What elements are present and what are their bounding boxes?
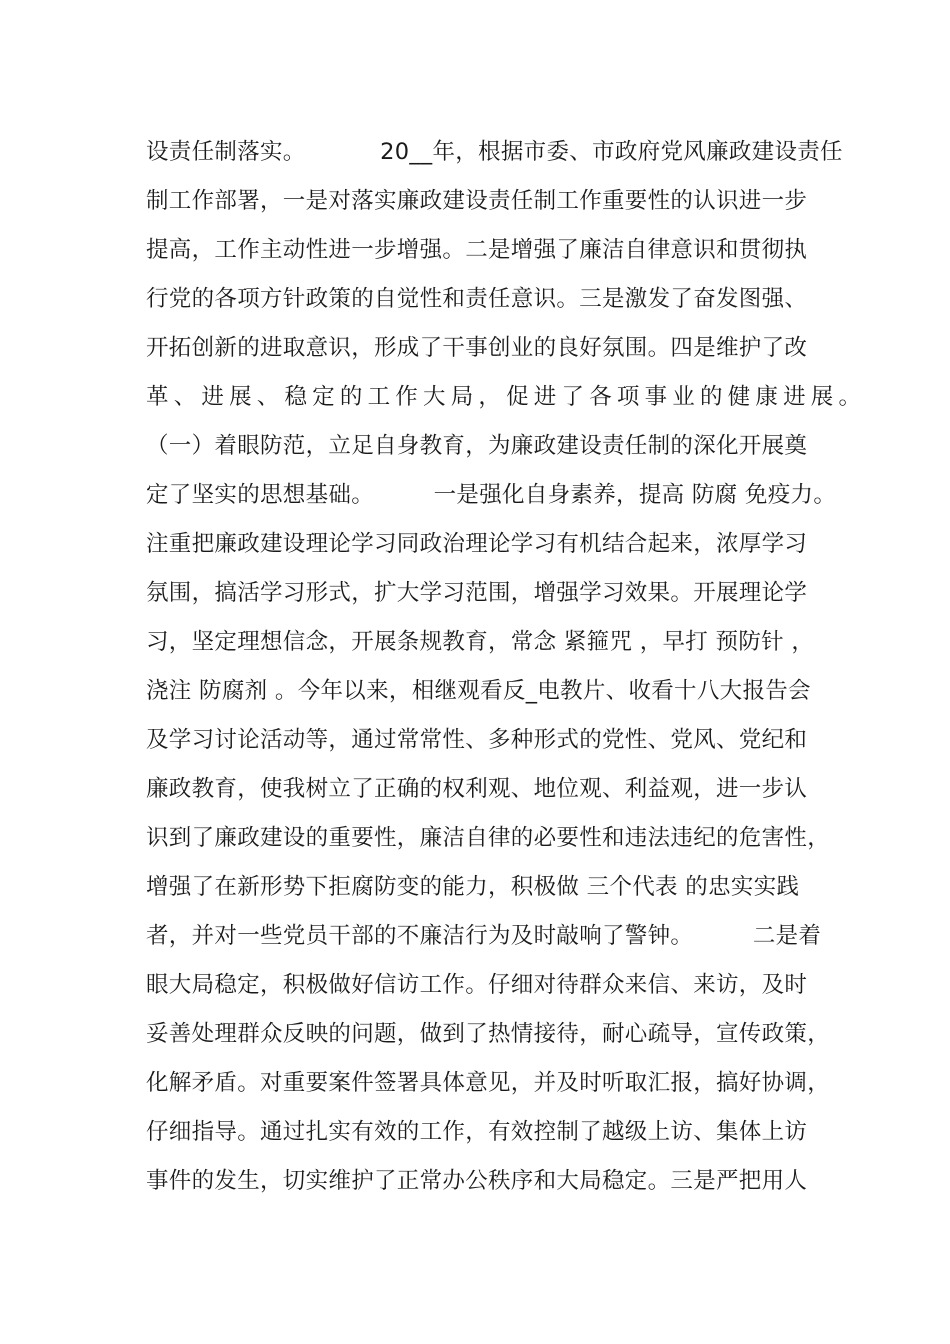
text-line: 浇注 防腐剂 。今年以来，相继观看反_电教片、收看十八大报告会: [146, 678, 811, 704]
text-line: 廉政教育，使我树立了正确的权利观、地位观、利益观，进一步认: [146, 776, 808, 802]
text-line: 行党的各项方针政策的自觉性和责任意识。三是激发了奋发图强、: [146, 286, 808, 312]
text-line: 事件的发生，切实维护了正常办公秩序和大局稳定。三是严把用人: [146, 1168, 808, 1194]
text-line: 化解矛盾。对重要案件签署具体意见，并及时听取汇报，搞好协调，: [146, 1070, 831, 1096]
text-line: 注重把廉政建设理论学习同政治理论学习有机结合起来，浓厚学习: [146, 531, 808, 557]
text-line: 眼大局稳定，积极做好信访工作。仔细对待群众来信、来访，及时: [146, 972, 808, 998]
text-line: 氛围，搞活学习形式，扩大学习范围，增强学习效果。开展理论学: [146, 580, 808, 606]
text-line: 增强了在新形势下拒腐防变的能力，积极做 三个代表 的忠实实践: [146, 874, 800, 900]
text-line: 开拓创新的进取意识，形成了干事创业的良好氛围。四是维护了改: [146, 335, 808, 361]
text-line: （一）着眼防范，立足自身教育，为廉政建设责任制的深化开展奠: [146, 433, 808, 459]
text-line: 识到了廉政建设的重要性，廉洁自律的必要性和违法违纪的危害性，: [146, 825, 831, 851]
text-line: 革、进展、稳定的工作大局，促进了各项事业的健康进展。: [146, 384, 867, 410]
text-line: 设责任制落实。 20__年，根据市委、市政府党风廉政建设责任: [146, 139, 843, 165]
text-line: 提高，工作主动性进一步增强。二是增强了廉洁自律意识和贯彻执: [146, 237, 808, 263]
text-line: 习，坚定理想信念，开展条规教育，常念 紧箍咒 ，早打 预防针 ，: [146, 629, 815, 655]
text-line: 妥善处理群众反映的问题，做到了热情接待，耐心疏导，宣传政策，: [146, 1021, 831, 1047]
text-line: 者，并对一些党员干部的不廉洁行为及时敲响了警钟。 二是着: [146, 923, 822, 949]
text-line: 制工作部署，一是对落实廉政建设责任制工作重要性的认识进一步: [146, 188, 808, 214]
text-line: 及学习讨论活动等，通过常常性、多种形式的党性、党风、党纪和: [146, 727, 808, 753]
text-line: 定了坚实的思想基础。 一是强化自身素养，提高 防腐 免疫力。: [146, 482, 837, 508]
text-line: 仔细指导。通过扎实有效的工作，有效控制了越级上访、集体上访: [146, 1119, 808, 1145]
